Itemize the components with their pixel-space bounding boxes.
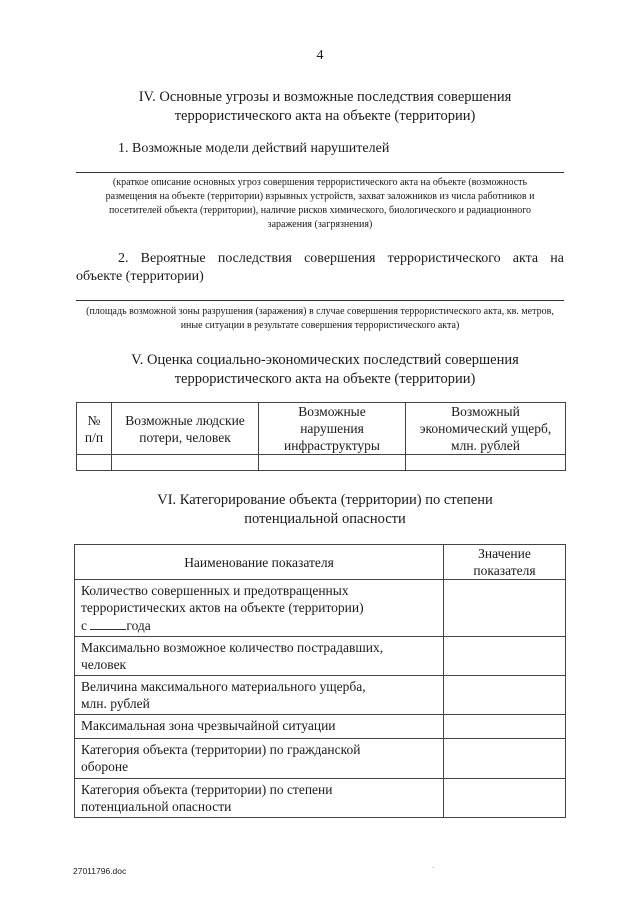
indicator-label: Категория объекта (территории) по гражданской обороне <box>75 739 444 779</box>
indicator-value[interactable] <box>444 637 566 676</box>
col-indicator-value: Значение показателя <box>444 545 566 580</box>
item-1-note-line2: размещения на объекте (территории) взрывных устройств, захват заложников из числа работников и <box>105 191 535 202</box>
item-2-note <box>60 305 580 333</box>
indicator-label: Максимальная зона чрезвычайной ситуации <box>75 715 444 739</box>
item-2-note-line2: иные ситуации в результате совершения террористического акта) <box>180 320 460 331</box>
section-6-title <box>60 491 590 529</box>
item-1-note-line3: посетителей объекта (территории), наличие рисков химического, биологического и радиационного <box>108 205 532 216</box>
section-5-title-line1: V. Оценка социально-экономических последствий совершения <box>131 352 519 368</box>
indicator-value[interactable] <box>444 715 566 739</box>
table-cell[interactable] <box>77 455 112 471</box>
section-4-title-line2: террористического акта на объекте (территории) <box>174 108 476 124</box>
indicator-value[interactable] <box>444 739 566 779</box>
col-indicator-name: Наименование показателя <box>75 545 444 580</box>
col-number: № п/п <box>77 403 112 455</box>
hazard-category-table <box>74 544 566 818</box>
col-infrastructure: Возможные нарушения инфраструктуры <box>259 403 406 455</box>
consequences-table-header <box>77 403 566 455</box>
section-5-title <box>60 351 590 389</box>
hazard-table-header <box>75 545 566 580</box>
table-cell[interactable] <box>259 455 406 471</box>
table-row <box>75 779 566 818</box>
indicator-label: Категория объекта (территории) по степени потенциальной опасности <box>75 779 444 818</box>
year-line: с года <box>81 618 151 633</box>
section-5-title-line2: террористического акта на объекте (территории) <box>174 371 476 387</box>
item-1-title: 1. Возможные модели действий нарушителей <box>118 141 390 156</box>
table-row <box>77 455 566 471</box>
col-economic-damage: Возможный экономический ущерб, млн. рублей <box>406 403 566 455</box>
item-2-note-line1: (площадь возможной зоны разрушения (заражения) в случае совершения террористического акта, кв. метров, <box>86 306 554 317</box>
indicator-value[interactable] <box>444 580 566 637</box>
item-1-note-line1: (краткое описание основных угроз совершения террористического акта на объекте (возможность <box>112 177 528 188</box>
item-1-note-line4: заражения (загрязнения) <box>267 219 373 230</box>
indicator-value[interactable] <box>444 779 566 818</box>
table-row <box>75 715 566 739</box>
scan-dot: . <box>432 860 435 870</box>
item-1-note <box>60 176 580 232</box>
table-cell[interactable] <box>112 455 259 471</box>
indicator-value[interactable] <box>444 676 566 715</box>
indicator-label: Величина максимального материального ущерба, млн. рублей <box>75 676 444 715</box>
item-2-title-line1: 2. Вероятные последствия совершения террористического акта на <box>118 251 564 266</box>
section-6-title-line2: потенциальной опасности <box>244 511 406 527</box>
section-4-title <box>60 88 590 126</box>
section-6-title-line1: VI. Категорирование объекта (территории) по степени <box>157 492 493 508</box>
table-row <box>75 739 566 779</box>
item-2-title <box>76 250 564 286</box>
table-cell[interactable] <box>406 455 566 471</box>
year-blank[interactable] <box>90 616 126 630</box>
section-4-title-line1: IV. Основные угрозы и возможные последствия совершения <box>138 89 512 105</box>
indicator-label: Количество совершенных и предотвращенных террористических актов на объекте (территории) с года <box>75 580 444 637</box>
document-id: 27011796.doc <box>73 866 127 876</box>
consequences-table <box>76 402 566 471</box>
indicator-label: Максимально возможное количество пострадавших, человек <box>75 637 444 676</box>
item-2-fill-line <box>76 300 564 301</box>
page-number: 4 <box>316 48 324 63</box>
table-row <box>75 580 566 637</box>
table-row <box>75 637 566 676</box>
col-human-losses: Возможные людские потери, человек <box>112 403 259 455</box>
table-row <box>75 676 566 715</box>
item-2-title-line2: объекте (территории) <box>76 269 204 284</box>
item-1-fill-line <box>76 172 564 173</box>
